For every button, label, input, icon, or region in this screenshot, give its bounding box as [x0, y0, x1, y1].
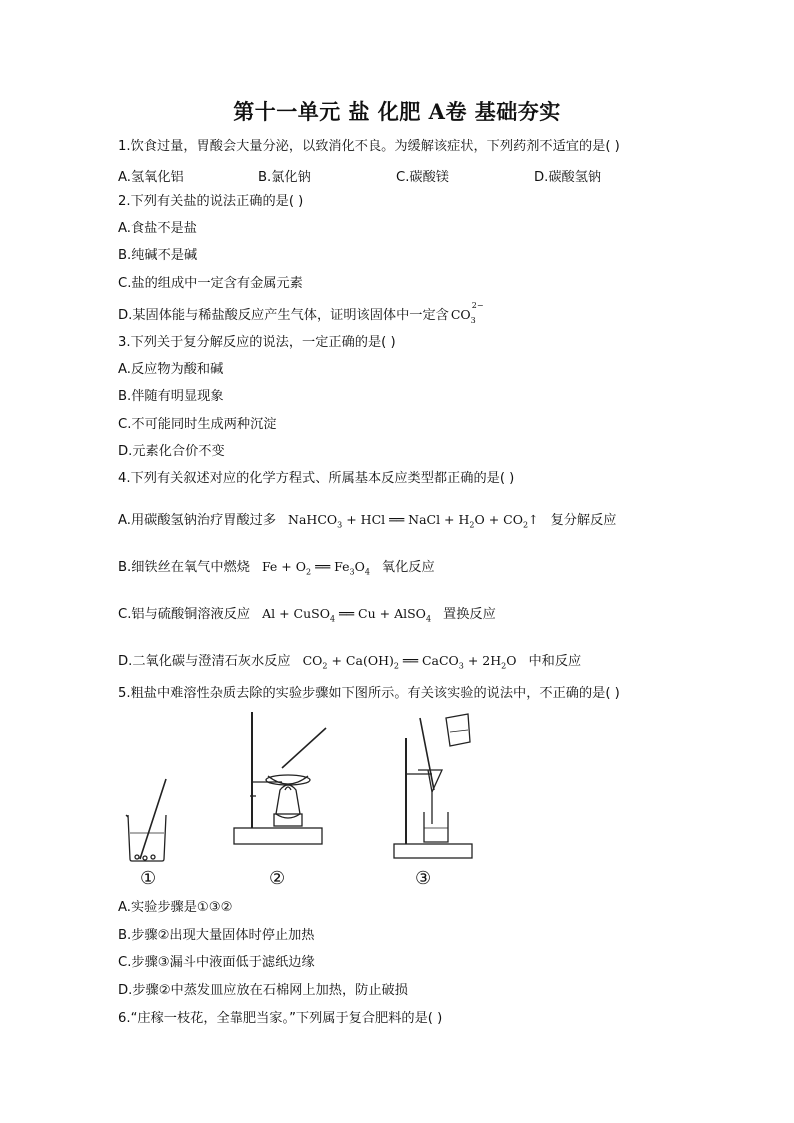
q4-equation-c: Al + CuSO$_4$ ══ Cu + AlSO$_4$ — [262, 606, 432, 624]
q5-option-a: A.实验步骤是①③② — [118, 900, 233, 915]
figure-label-1: ① — [140, 868, 157, 889]
q5-option-c: C.步骤③漏斗中液面低于滤纸边缘 — [118, 955, 315, 970]
q3-option-a: A.反应物为酸和碱 — [118, 362, 224, 377]
q4-option-c — [118, 605, 496, 629]
q2-option-d-text: D.某固体能与稀盐酸反应产生气体，证明该固体中一定含 — [118, 308, 449, 324]
evaporation-figure — [230, 710, 330, 850]
q2-option-d — [118, 303, 500, 330]
q3-option-d: D.元素化合价不变 — [118, 444, 225, 459]
filtration-figure — [388, 712, 478, 862]
q4-option-c-text: C.铝与硫酸铜溶液反应 — [118, 607, 251, 622]
q2-option-b: B.纯碱不是碱 — [118, 248, 198, 263]
figure-label-3: ③ — [415, 868, 432, 889]
q4-option-a-type: 复分解反应 — [550, 513, 617, 528]
q3-option-c: C.不可能同时生成两种沉淀 — [118, 417, 277, 432]
q2-option-a: A.食盐不是盐 — [118, 221, 197, 236]
q2-stem: 2.下列有关盐的说法正确的是( ) — [118, 194, 304, 209]
q5-stem: 5.粗盐中难溶性杂质去除的实验步骤如下图所示。有关该实验的说法中，不正确的是( ) — [118, 686, 620, 701]
q1-option-a: A.氢氧化铝 — [118, 170, 184, 185]
q3-stem: 3.下列关于复分解反应的说法，一定正确的是( ) — [118, 335, 396, 350]
q4-equation-a: NaHCO$_3$ + HCl ══ NaCl + $H_2O$ + $CO_2↑$ — [288, 512, 539, 530]
q4-stem: 4.下列有关叙述对应的化学方程式、所属基本反应类型都正确的是( ) — [118, 471, 515, 486]
q4-option-b — [118, 558, 435, 582]
q5-option-b: B.步骤②出现大量固体时停止加热 — [118, 928, 315, 943]
q4-option-d — [118, 652, 581, 676]
q4-option-d-text: D.二氧化碳与澄清石灰水反应 — [118, 654, 291, 669]
beaker-dissolving-figure — [118, 775, 178, 865]
carbonate-ion-formula: $CO_3^{2-}$ — [450, 301, 484, 325]
page-title: 第十一单元 盐 化肥 A卷 基础夯实 — [233, 99, 561, 124]
q1-stem: 1.饮食过量，胃酸会大量分泌，以致消化不良。为缓解该症状，下列药剂不适宜的是( ) — [118, 139, 620, 154]
q6-stem: 6.“庄稼一枝花，全靠肥当家。”下列属于复合肥料的是( ) — [118, 1011, 443, 1026]
q4-option-a-text: A.用碳酸氢钠治疗胃酸过多 — [118, 513, 277, 528]
q2-option-c: C.盐的组成中一定含有金属元素 — [118, 276, 303, 291]
q1-option-d: D.碳酸氢钠 — [534, 170, 602, 185]
q3-option-b: B.伴随有明显现象 — [118, 389, 224, 404]
figure-label-2: ② — [269, 868, 286, 889]
q1-option-b: B.氯化钠 — [258, 170, 311, 185]
q4-option-b-text: B.细铁丝在氧气中燃烧 — [118, 560, 250, 575]
q4-equation-d: $CO_2 + Ca(OH)_2$ ══ CaCO$_3$ + $2H_2O$ — [302, 653, 517, 671]
q4-option-d-type: 中和反应 — [528, 654, 582, 669]
q1-option-c: C.碳酸镁 — [396, 170, 449, 185]
q4-option-c-type: 置换反应 — [443, 607, 496, 622]
q4-option-a — [118, 511, 617, 535]
q5-option-d: D.步骤②中蒸发皿应放在石棉网上加热，防止破损 — [118, 983, 408, 998]
q4-equation-b: $Fe + O_2$ ══ $Fe_3O_4$ — [261, 559, 370, 577]
q4-option-b-type: 氧化反应 — [381, 560, 435, 575]
